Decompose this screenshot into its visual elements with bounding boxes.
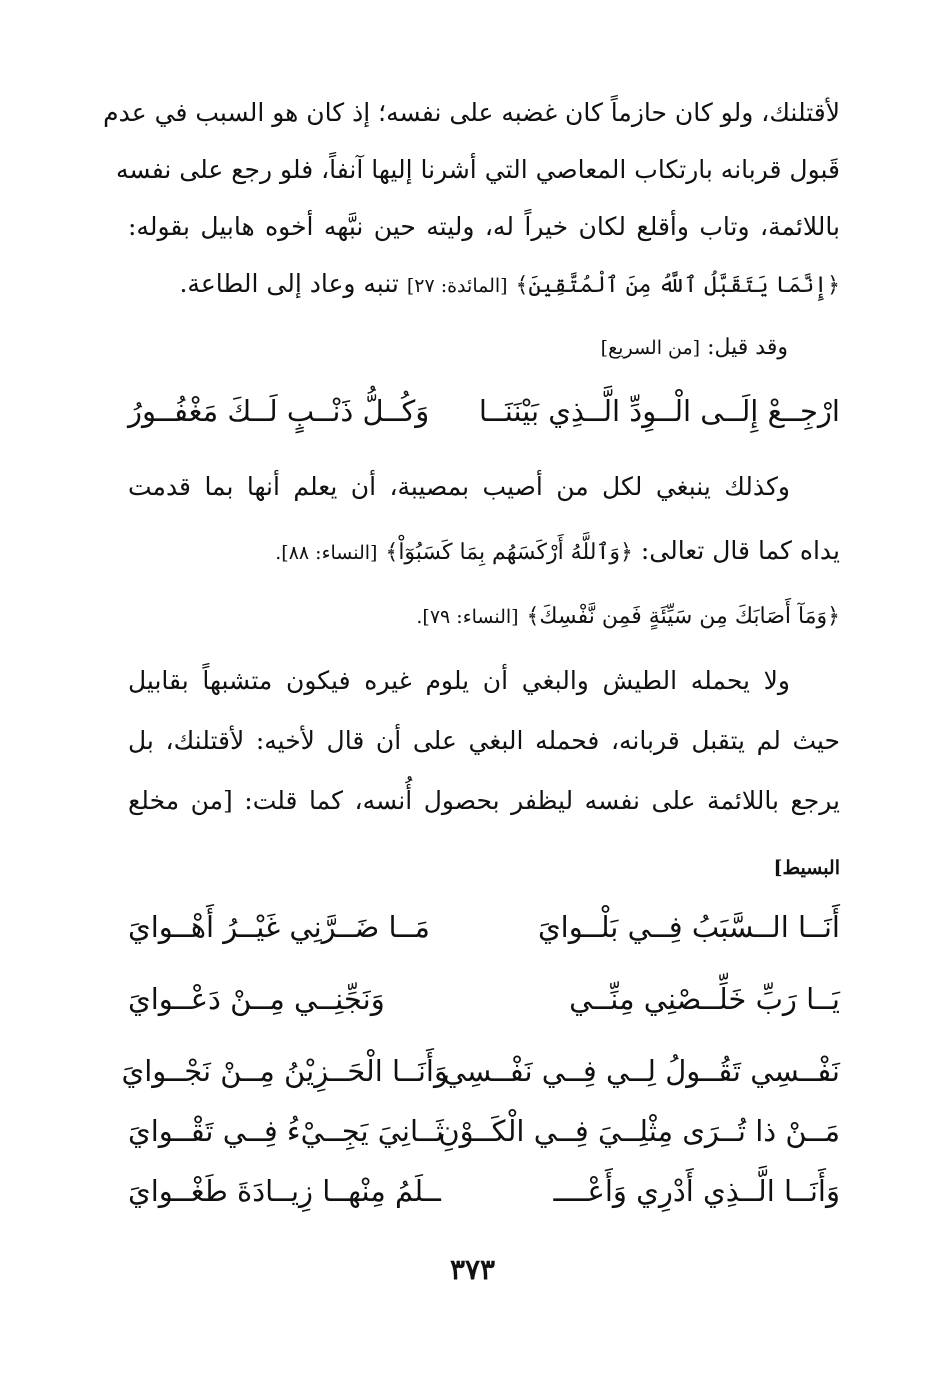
page-number: ٣٧٣	[449, 1253, 496, 1286]
verse-3-second-hemistich: وَنَجِّنِــي مِــنْ دَعْــوايَ	[128, 982, 385, 1016]
verse-6-second-hemistich: ــلَمُ مِنْهــا زِيــادَةَ طَغْــوايَ	[128, 1174, 441, 1208]
verse-6	[128, 1156, 840, 1226]
quran-reference: [النساء: ٧٩].	[416, 606, 519, 628]
paragraph-1-line-1: لأقتلنك، ولو كان حازماً كان غضبه على نفسه؛ إذ كان هو السبب في عدم	[103, 98, 840, 127]
paragraph-3-line-1: ولا يحمله الطيش والبغي أن يلوم غيره فيكون متشبهاً بقابيل	[128, 666, 790, 695]
verse-3	[128, 964, 840, 1034]
paragraph-1-ending: تنبه وعاد إلى الطاعة.	[179, 269, 399, 298]
verse-1-second-hemistich: وَكُــلُّ ذَنْــبٍ لَــكَ مَغْفُــورُ	[128, 394, 430, 428]
paragraph-2-line-3	[128, 586, 840, 646]
meter-label-sari: [من السريع]	[600, 337, 701, 359]
verse-5-first-hemistich: مَــنْ ذا تُــرَى مِثْلِــيَ فِــي الْكَــوْنِ	[438, 1114, 840, 1148]
paragraph-3-line-3: يرجع باللائمة على نفسه ليظفر بحصول أُنسه، كما قلت: [من مخلع	[128, 786, 840, 815]
quran-reference: [المائدة: ٢٧]	[406, 275, 508, 297]
verse-2-first-hemistich: أَنَــا الــسَّبَبُ فِــي بَلْــوايَ	[537, 910, 840, 944]
verse-1-first-hemistich: ارْجِــعْ إِلَــى الْــوِدِّ الَّــذِي بَيْنَنَــا	[478, 394, 840, 428]
poem-intro-text: وقد قيل:	[707, 335, 788, 360]
verse-4-second-hemistich: وَأَنَــا الْحَــزِيْنُ مِــنْ نَجْــوايَ	[121, 1054, 448, 1088]
meter-label-basit: البسيط]	[773, 857, 840, 879]
verse-4-first-hemistich: نَفْــسِي تَقُــولُ لِــي فِــي نَفْــسِي	[442, 1054, 840, 1088]
poem-intro-1	[128, 328, 788, 368]
verse-2-second-hemistich: مَــا ضَــرَّنِي غَيْــرُ أَهْــوايَ	[128, 910, 430, 944]
quran-reference: [النساء: ٨٨].	[275, 542, 378, 564]
paragraph-3-line-2: حيث لم يتقبل قربانه، فحمله البغي على أن قال لأخيه: لأقتلنك، بل	[128, 726, 840, 755]
paragraph-2-lead: يداه كما قال تعالى:	[640, 536, 840, 565]
verse-3-first-hemistich: يَــا رَبِّ خَلِّــصْنِي مِنِّــي	[569, 982, 840, 1016]
verse-1	[128, 376, 840, 446]
paragraph-1-line-2: قَبول قربانه بارتكاب المعاصي التي أشرنا إليها آنفاً، فلو رجع على نفسه	[116, 155, 840, 184]
verse-5-second-hemistich: ثَــانِيَ يَجِــيْءُ فِــي تَقْــوايَ	[128, 1114, 444, 1148]
paragraph-2-line-2	[128, 522, 840, 582]
paragraph-1-line-3: باللائمة، وتاب وأقلع لكان خيراً له، وليته حين نبَّهه أخوه هابيل بقوله:	[128, 212, 840, 241]
quran-quote-annisa-79: ﴿وَمَآ أَصَابَكَ مِن سَيِّئَةٍ فَمِن نَّفْسِكَ﴾	[526, 604, 840, 629]
paragraph-2-line-1: وكذلك ينبغي لكل من أصيب بمصيبة، أن يعلم أنها بما قدمت	[128, 472, 790, 501]
quran-quote-almaidah: ﴿إِنَّمَا يَتَقَبَّلُ ٱللَّهُ مِنَ ٱلْمُتَّقِينَ﴾	[515, 273, 840, 298]
verse-2	[128, 892, 840, 962]
verse-6-first-hemistich: وَأَنَــا الَّــذِي أَدْرِي وَأَعْــــ	[553, 1174, 840, 1208]
paragraph-1-line-4	[128, 255, 840, 315]
quran-quote-annisa-88: ﴿وَٱللَّهُ أَرْكَسَهُم بِمَا كَسَبُوٓاْ﴾	[385, 540, 633, 565]
